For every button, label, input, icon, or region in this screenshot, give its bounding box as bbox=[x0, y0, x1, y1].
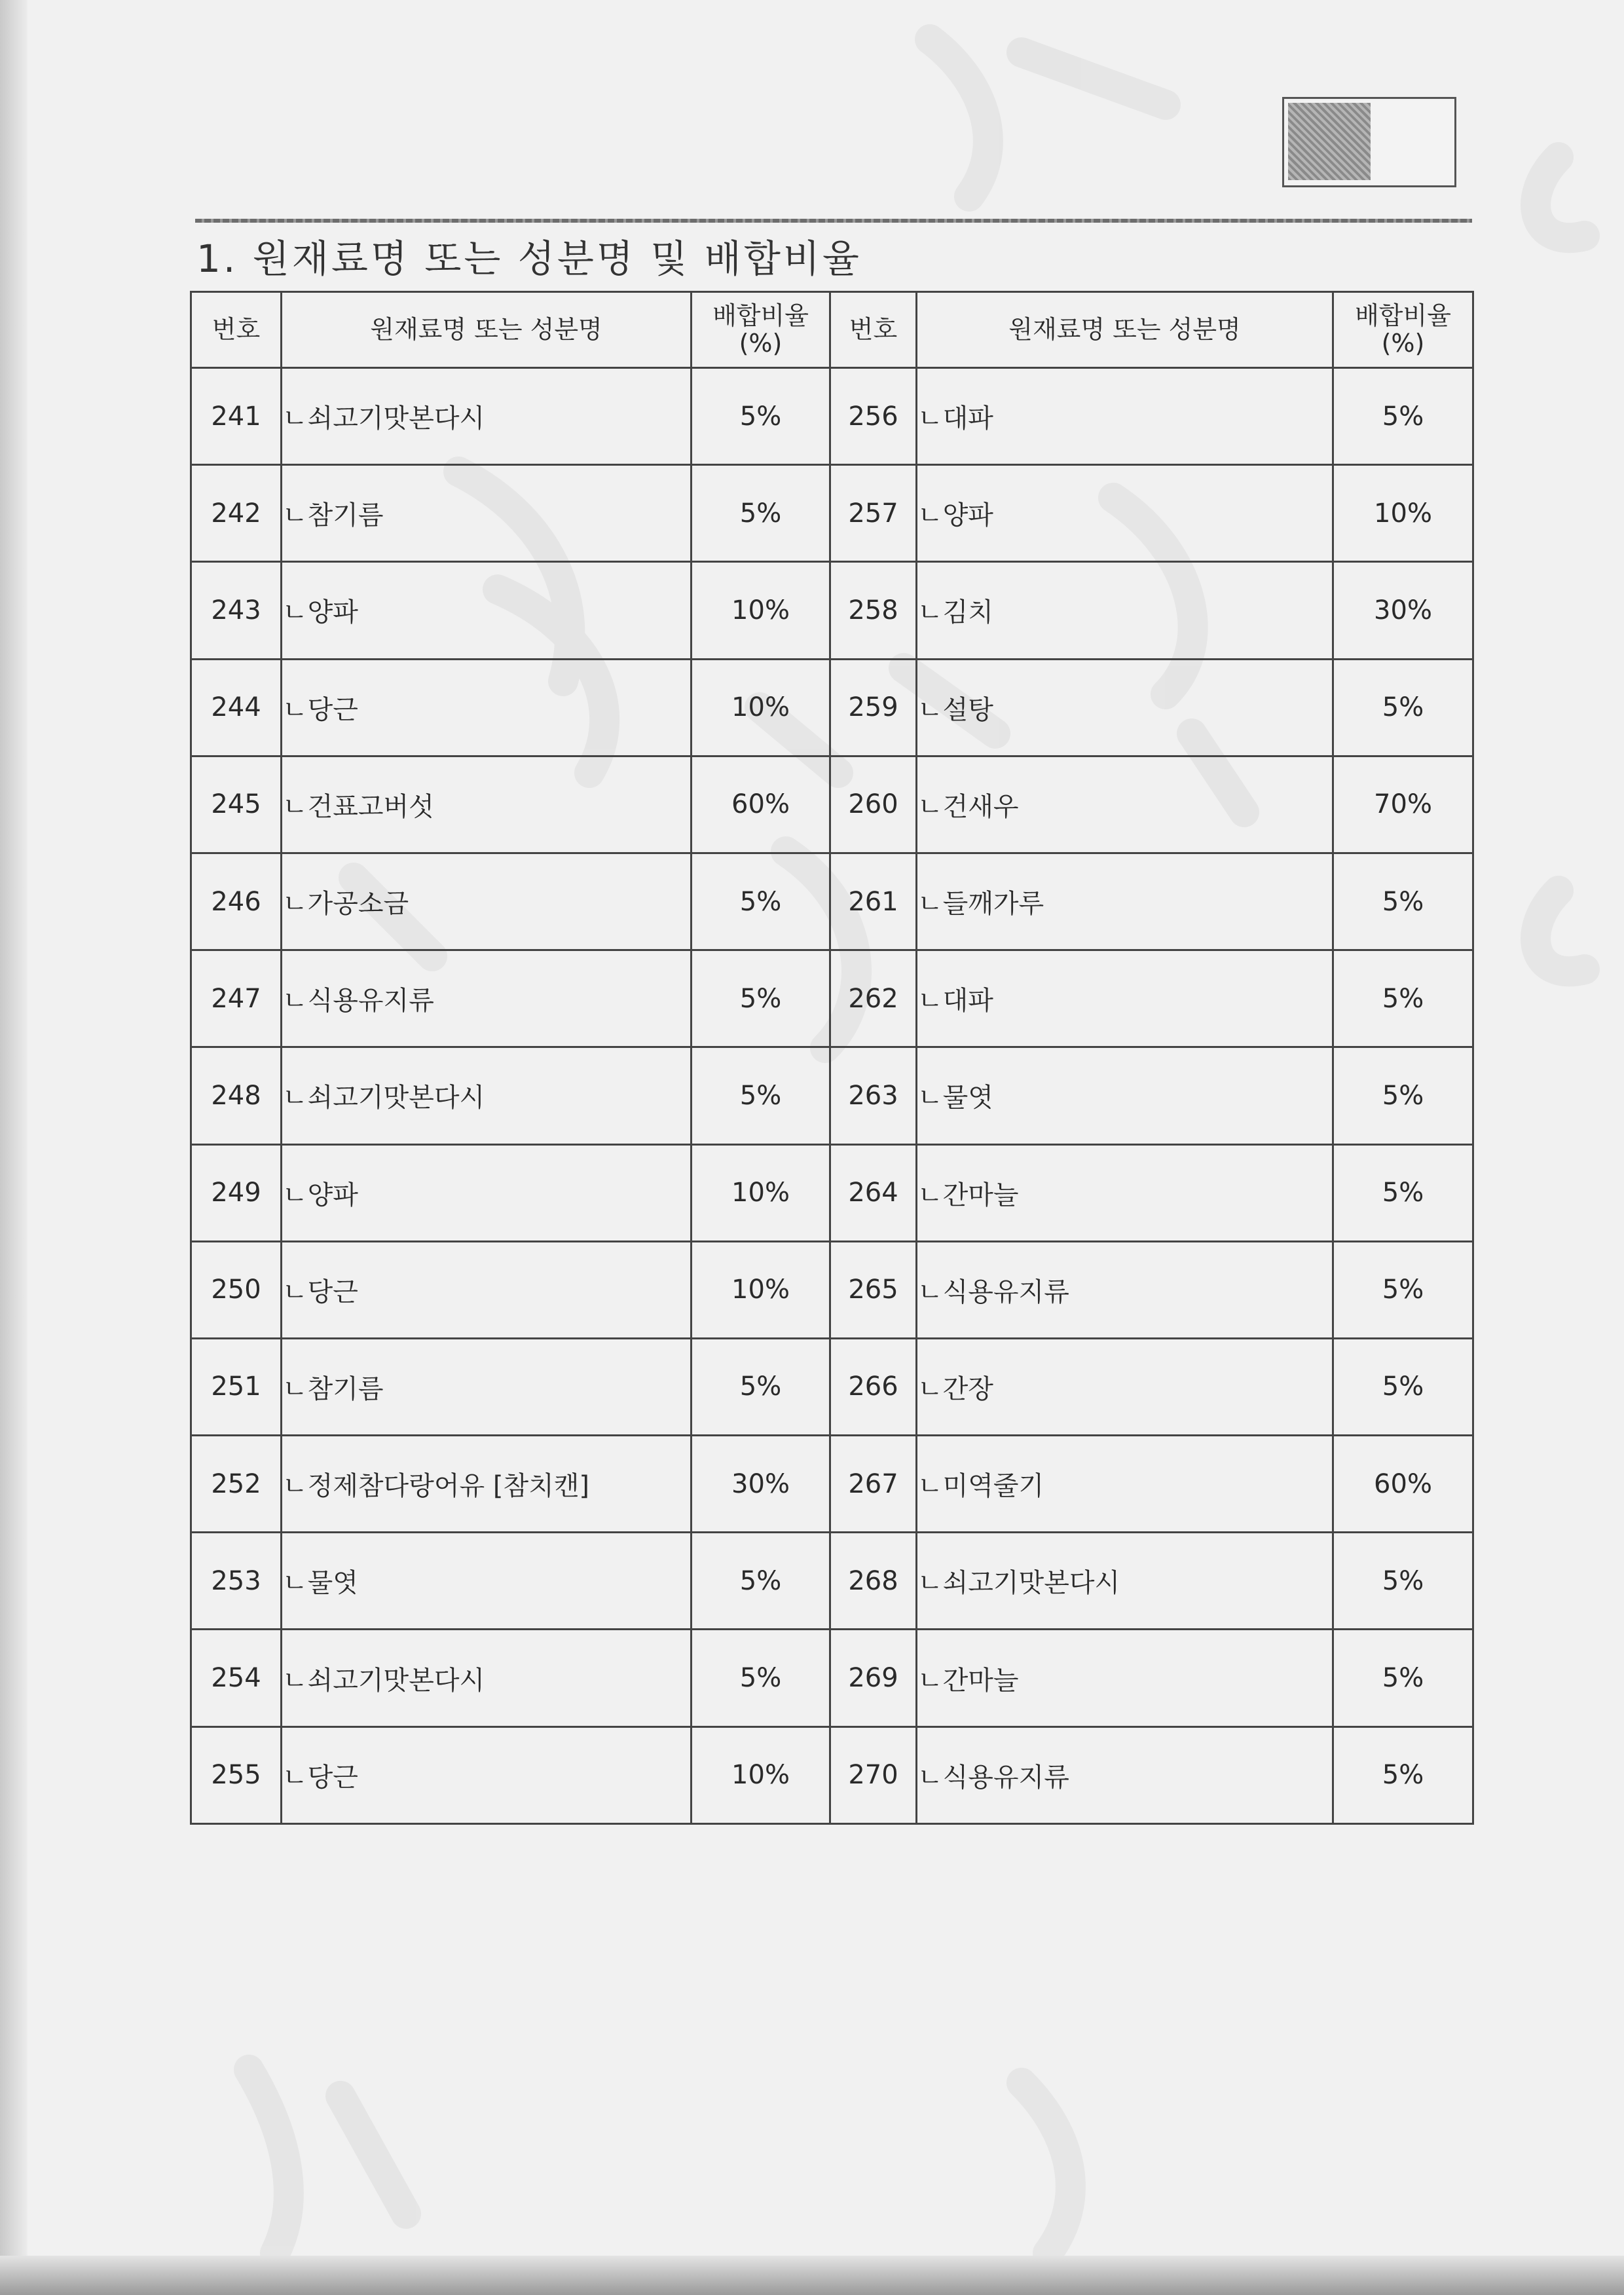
row-number: 246 bbox=[191, 853, 282, 950]
ratio-value: 30% bbox=[1333, 562, 1473, 659]
row-number: 266 bbox=[830, 1338, 917, 1435]
ingredient-name: ㄴ양파 bbox=[282, 1144, 692, 1241]
header-ratio-unit: (%) bbox=[739, 328, 783, 358]
table-row bbox=[191, 368, 1473, 465]
row-number: 249 bbox=[191, 1144, 282, 1241]
ingredient-name: ㄴ간마늘 bbox=[917, 1144, 1333, 1241]
ratio-value: 5% bbox=[692, 1047, 830, 1144]
ratio-value: 5% bbox=[1333, 659, 1473, 756]
row-number: 247 bbox=[191, 950, 282, 1047]
ratio-value: 5% bbox=[1333, 1533, 1473, 1630]
ratio-value: 10% bbox=[692, 562, 830, 659]
ingredient-name: ㄴ간마늘 bbox=[917, 1630, 1333, 1726]
ratio-value: 60% bbox=[692, 756, 830, 853]
ingredient-name: ㄴ식용유지류 bbox=[917, 1241, 1333, 1338]
row-number: 258 bbox=[830, 562, 917, 659]
ingredient-name: ㄴ건표고버섯 bbox=[282, 756, 692, 853]
ratio-value: 5% bbox=[1333, 1144, 1473, 1241]
ingredient-name: ㄴ참기름 bbox=[282, 465, 692, 562]
page-title: 1. 원재료명 또는 성분명 및 배합비율 bbox=[196, 236, 862, 281]
row-number: 256 bbox=[830, 368, 917, 465]
table-row bbox=[191, 1533, 1473, 1630]
table-row bbox=[191, 465, 1473, 562]
header-name: 원재료명 또는 성분명 bbox=[282, 292, 692, 368]
ingredient-name: ㄴ쇠고기맛본다시 bbox=[282, 1630, 692, 1726]
row-number: 241 bbox=[191, 368, 282, 465]
ingredient-ratio-table bbox=[190, 291, 1474, 1825]
row-number: 268 bbox=[830, 1533, 917, 1630]
scan-shadow-bottom bbox=[0, 2256, 1624, 2295]
row-number: 248 bbox=[191, 1047, 282, 1144]
corner-stamp bbox=[1282, 97, 1456, 187]
ratio-value: 5% bbox=[1333, 1726, 1473, 1823]
row-number: 251 bbox=[191, 1338, 282, 1435]
ingredient-name: ㄴ대파 bbox=[917, 368, 1333, 465]
header-number: 번호 bbox=[830, 292, 917, 368]
ingredient-name: ㄴ양파 bbox=[917, 465, 1333, 562]
ingredient-name: ㄴ양파 bbox=[282, 562, 692, 659]
table-row bbox=[191, 562, 1473, 659]
scan-shadow-left bbox=[0, 0, 28, 2295]
ingredient-name: ㄴ대파 bbox=[917, 950, 1333, 1047]
title-divider bbox=[195, 219, 1472, 223]
row-number: 263 bbox=[830, 1047, 917, 1144]
table-row bbox=[191, 853, 1473, 950]
ingredient-name: ㄴ참기름 bbox=[282, 1338, 692, 1435]
ratio-value: 5% bbox=[1333, 853, 1473, 950]
row-number: 270 bbox=[830, 1726, 917, 1823]
table-row bbox=[191, 1436, 1473, 1533]
row-number: 243 bbox=[191, 562, 282, 659]
row-number: 250 bbox=[191, 1241, 282, 1338]
ratio-value: 5% bbox=[692, 1338, 830, 1435]
row-number: 245 bbox=[191, 756, 282, 853]
ingredient-name: ㄴ간장 bbox=[917, 1338, 1333, 1435]
ingredient-name: ㄴ건새우 bbox=[917, 756, 1333, 853]
header-number: 번호 bbox=[191, 292, 282, 368]
ratio-value: 10% bbox=[692, 1144, 830, 1241]
row-number: 262 bbox=[830, 950, 917, 1047]
header-name: 원재료명 또는 성분명 bbox=[917, 292, 1333, 368]
row-number: 254 bbox=[191, 1630, 282, 1726]
table-row bbox=[191, 1726, 1473, 1823]
ratio-value: 5% bbox=[1333, 950, 1473, 1047]
table-row bbox=[191, 1144, 1473, 1241]
row-number: 257 bbox=[830, 465, 917, 562]
table-row bbox=[191, 950, 1473, 1047]
table-row bbox=[191, 1241, 1473, 1338]
ingredient-name: ㄴ식용유지류 bbox=[282, 950, 692, 1047]
ratio-value: 5% bbox=[692, 1533, 830, 1630]
ingredient-name: ㄴ물엿 bbox=[917, 1047, 1333, 1144]
ratio-value: 5% bbox=[1333, 1241, 1473, 1338]
ingredient-name: ㄴ김치 bbox=[917, 562, 1333, 659]
ratio-value: 5% bbox=[1333, 368, 1473, 465]
header-ratio-label: 배합비율 bbox=[712, 301, 809, 330]
ratio-value: 5% bbox=[692, 950, 830, 1047]
ingredient-name: ㄴ쇠고기맛본다시 bbox=[282, 1047, 692, 1144]
row-number: 244 bbox=[191, 659, 282, 756]
ratio-value: 5% bbox=[692, 368, 830, 465]
row-number: 261 bbox=[830, 853, 917, 950]
table-row bbox=[191, 1338, 1473, 1435]
row-number: 253 bbox=[191, 1533, 282, 1630]
ratio-value: 60% bbox=[1333, 1436, 1473, 1533]
stamp-pattern bbox=[1288, 103, 1371, 180]
row-number: 260 bbox=[830, 756, 917, 853]
ratio-value: 5% bbox=[1333, 1047, 1473, 1144]
ingredient-name: ㄴ당근 bbox=[282, 659, 692, 756]
ingredient-name: ㄴ당근 bbox=[282, 1726, 692, 1823]
row-number: 252 bbox=[191, 1436, 282, 1533]
table-header-row bbox=[191, 292, 1473, 368]
table-row bbox=[191, 1047, 1473, 1144]
ratio-value: 5% bbox=[692, 1630, 830, 1726]
header-ratio bbox=[692, 292, 830, 368]
ingredient-name: ㄴ물엿 bbox=[282, 1533, 692, 1630]
ingredient-name: ㄴ당근 bbox=[282, 1241, 692, 1338]
table-row bbox=[191, 1630, 1473, 1726]
ingredient-name: ㄴ미역줄기 bbox=[917, 1436, 1333, 1533]
ratio-value: 10% bbox=[692, 659, 830, 756]
row-number: 242 bbox=[191, 465, 282, 562]
row-number: 264 bbox=[830, 1144, 917, 1241]
table-row bbox=[191, 756, 1473, 853]
ingredient-name: ㄴ식용유지류 bbox=[917, 1726, 1333, 1823]
ingredient-name: ㄴ가공소금 bbox=[282, 853, 692, 950]
ratio-value: 10% bbox=[692, 1726, 830, 1823]
ratio-value: 5% bbox=[1333, 1630, 1473, 1726]
row-number: 269 bbox=[830, 1630, 917, 1726]
header-ratio-unit: (%) bbox=[1381, 328, 1425, 358]
header-ratio-label: 배합비율 bbox=[1355, 301, 1451, 330]
ingredient-name: ㄴ쇠고기맛본다시 bbox=[282, 368, 692, 465]
ratio-value: 5% bbox=[692, 853, 830, 950]
ingredient-name: ㄴ쇠고기맛본다시 bbox=[917, 1533, 1333, 1630]
table-row bbox=[191, 659, 1473, 756]
ingredient-name: ㄴ들깨가루 bbox=[917, 853, 1333, 950]
ratio-value: 70% bbox=[1333, 756, 1473, 853]
header-ratio bbox=[1333, 292, 1473, 368]
row-number: 259 bbox=[830, 659, 917, 756]
ratio-value: 10% bbox=[692, 1241, 830, 1338]
ratio-value: 10% bbox=[1333, 465, 1473, 562]
row-number: 267 bbox=[830, 1436, 917, 1533]
ratio-value: 30% bbox=[692, 1436, 830, 1533]
row-number: 265 bbox=[830, 1241, 917, 1338]
ratio-value: 5% bbox=[692, 465, 830, 562]
ingredient-name: ㄴ정제참다랑어유 [참치캔] bbox=[282, 1436, 692, 1533]
ratio-value: 5% bbox=[1333, 1338, 1473, 1435]
row-number: 255 bbox=[191, 1726, 282, 1823]
ingredient-name: ㄴ설탕 bbox=[917, 659, 1333, 756]
